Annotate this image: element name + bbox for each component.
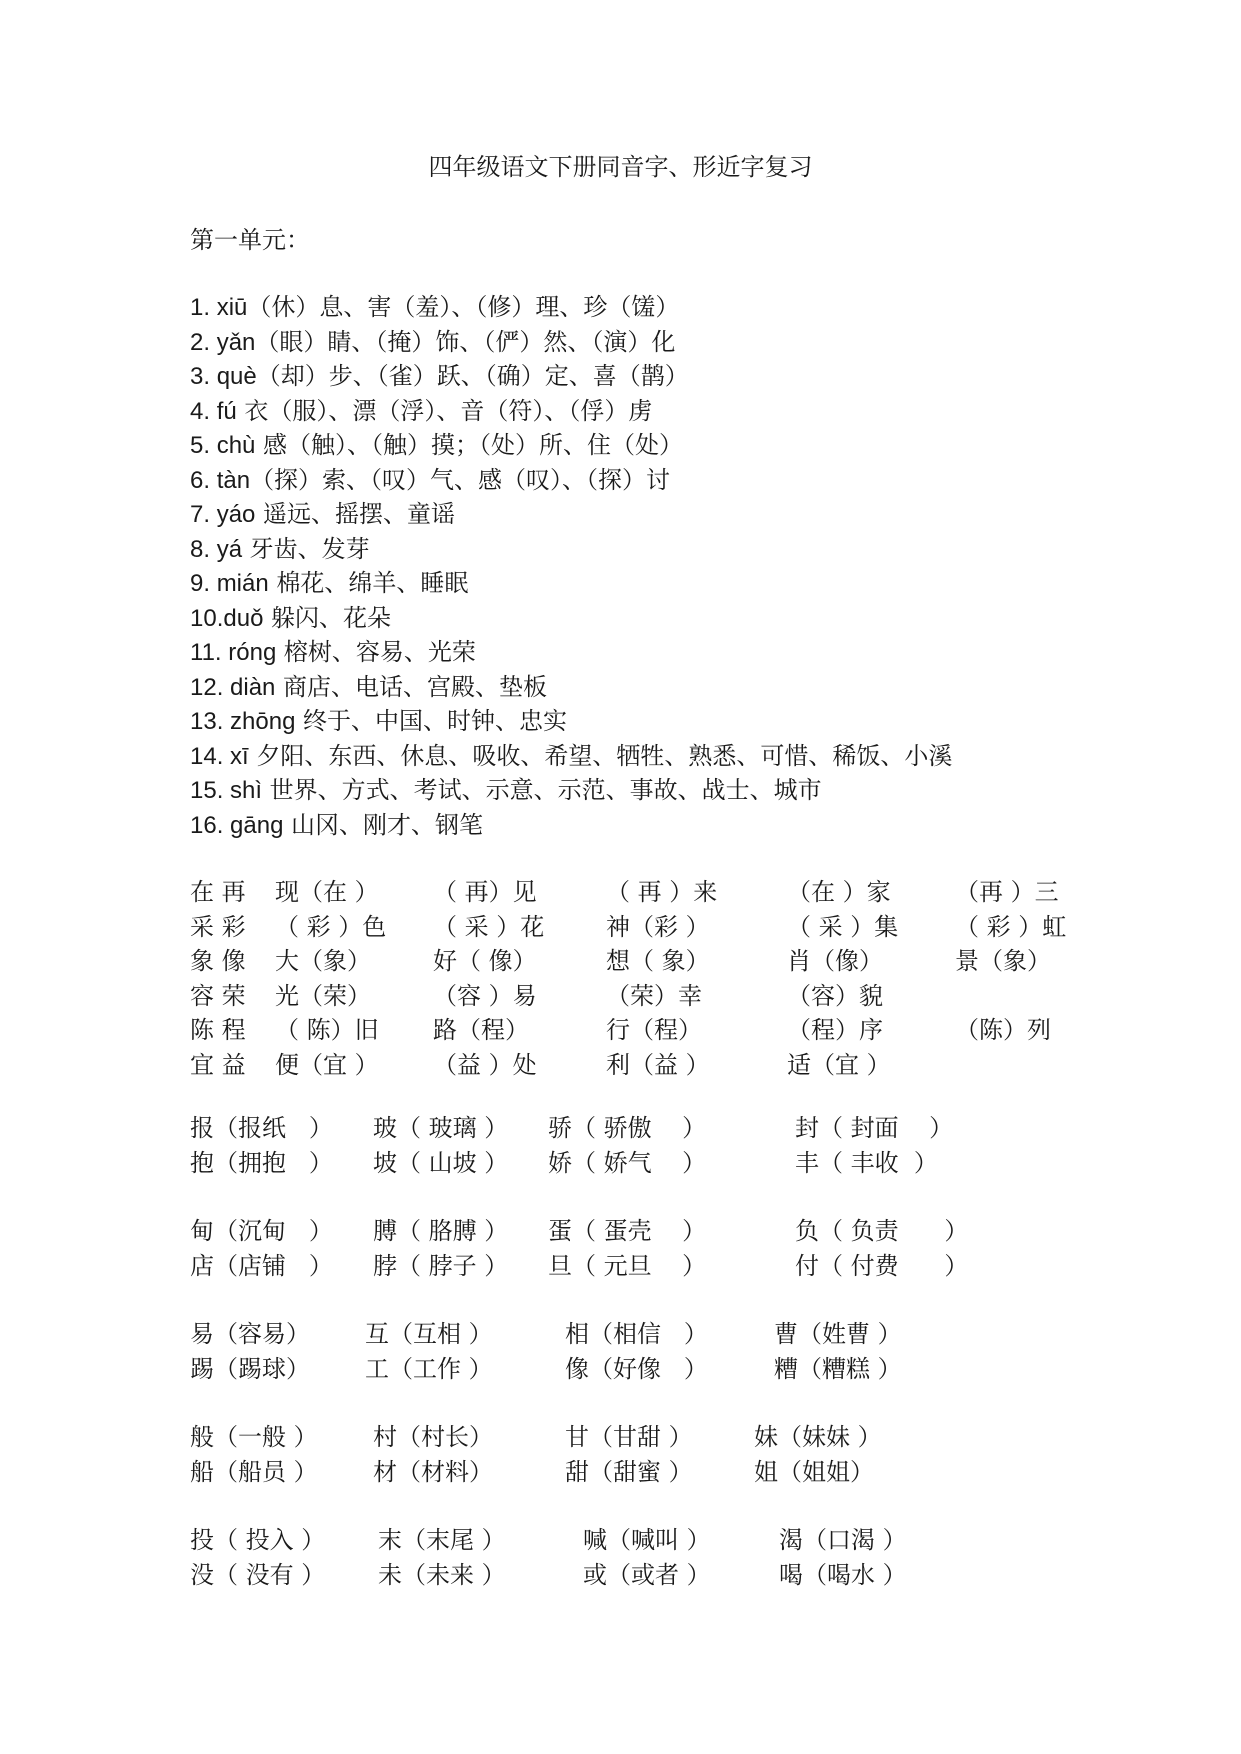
item-number: 1. xyxy=(190,294,217,321)
word-group-a xyxy=(190,875,1150,1082)
fill-in-word: 想（ 象） xyxy=(606,947,710,975)
char-pair-label: 陈 程 xyxy=(190,1016,246,1044)
list-item xyxy=(190,601,1190,636)
char-word-entry: 报（报纸 ） xyxy=(190,1114,333,1142)
word-list: 榕树、容易、光荣 xyxy=(276,638,476,666)
pinyin: diàn xyxy=(230,673,276,701)
fill-in-word: 光（荣） xyxy=(275,981,371,1010)
fill-in-word: （程）序 xyxy=(787,1016,883,1044)
fill-in-word: （容）貌 xyxy=(787,981,883,1010)
word-list: 衣（服）、漂（浮）、音（符）、（俘）虏 xyxy=(236,396,653,425)
list-item xyxy=(190,290,1190,325)
fill-in-word: 便（宜 ） xyxy=(275,1050,379,1079)
pinyin: què xyxy=(216,363,257,390)
char-pair-label: 象 像 xyxy=(190,947,246,975)
similar-char-row xyxy=(190,1317,1150,1352)
fill-in-word: 利（益 ） xyxy=(606,1050,710,1079)
pair-block-2 xyxy=(190,1214,1150,1283)
similar-char-row xyxy=(190,1249,1150,1284)
page-title: 四年级语文下册同音字、形近字复习 xyxy=(428,153,813,181)
item-number: 13. xyxy=(190,708,231,735)
word-pair-row xyxy=(190,979,1150,1014)
item-number: 12. xyxy=(190,673,231,701)
fill-in-word: 大（象） xyxy=(275,947,371,975)
fill-in-word: 景（象） xyxy=(955,947,1051,975)
item-number: 3. xyxy=(190,363,217,390)
item-number: 10. xyxy=(190,604,224,632)
fill-in-word: （在 ）家 xyxy=(787,878,891,906)
similar-char-row xyxy=(190,1111,1150,1146)
item-number: 14. xyxy=(190,742,231,770)
list-item xyxy=(190,497,1190,532)
list-item xyxy=(190,532,1190,567)
char-word-entry: 玻（ 玻璃 ） xyxy=(373,1114,509,1142)
pinyin: róng xyxy=(228,639,277,666)
char-word-entry: 互（互相 ） xyxy=(365,1320,493,1348)
list-item xyxy=(190,566,1190,601)
char-word-entry: 材（材料） xyxy=(373,1457,493,1486)
list-item xyxy=(190,325,1190,360)
word-list: 感（触）、（触）摸；（处）所、住（处） xyxy=(255,431,684,459)
fill-in-word: 行（程） xyxy=(606,1016,702,1044)
pinyin: xī xyxy=(230,742,249,770)
char-word-entry: 没（ 没有 ） xyxy=(190,1560,326,1589)
fill-in-word: （ 采 ）花 xyxy=(433,912,545,941)
fill-in-word: （荣）幸 xyxy=(606,981,702,1010)
list-item xyxy=(190,704,1190,739)
char-word-entry: 工（工作 ） xyxy=(365,1354,493,1383)
word-list: 世界、方式、考试、示意、示范、事故、战士、城市 xyxy=(262,776,822,804)
char-word-entry: 脖（ 脖子 ） xyxy=(373,1251,509,1280)
fill-in-word: （ 再）见 xyxy=(433,878,537,906)
char-word-entry: 未（未来 ） xyxy=(378,1560,506,1589)
pinyin: mián xyxy=(216,570,269,597)
char-word-entry: 甸（沉甸 ） xyxy=(190,1217,333,1245)
char-word-entry: 末（末尾 ） xyxy=(378,1526,506,1554)
fill-in-word: 好（ 像） xyxy=(433,947,537,975)
similar-char-row xyxy=(190,1146,1150,1181)
char-word-entry: 付（ 付费 ） xyxy=(795,1251,969,1280)
list-item xyxy=(190,359,1190,394)
char-word-entry: 像（好像 ） xyxy=(565,1354,708,1383)
word-list: 终于、中国、时钟、忠实 xyxy=(295,707,568,735)
list-item xyxy=(190,670,1190,705)
char-pair-label: 采 彩 xyxy=(190,912,246,941)
fill-in-word: 肖（像） xyxy=(787,947,883,975)
fill-in-word: （容 ）易 xyxy=(433,981,537,1010)
pair-block-3 xyxy=(190,1317,1150,1386)
list-item xyxy=(190,428,1190,463)
char-word-entry: 相（相信 ） xyxy=(565,1320,708,1348)
pinyin: yǎn xyxy=(216,328,256,356)
pinyin: fú xyxy=(216,397,237,425)
similar-char-row xyxy=(190,1558,1150,1593)
word-list: 棉花、绵羊、睡眠 xyxy=(268,569,469,597)
similar-char-row xyxy=(190,1214,1150,1249)
item-number: 7. xyxy=(190,501,217,528)
fill-in-word: 现（在 ） xyxy=(275,878,379,906)
char-word-entry: 店（店铺 ） xyxy=(190,1251,333,1280)
char-word-entry: 般（一般 ） xyxy=(190,1423,318,1451)
list-item xyxy=(190,635,1190,670)
fill-in-word: （再 ）三 xyxy=(955,878,1059,906)
char-word-entry: 姐（姐姐） xyxy=(754,1457,874,1486)
similar-char-row xyxy=(190,1420,1150,1455)
item-number: 8. xyxy=(190,535,217,563)
char-word-entry: 糟（糟糕 ） xyxy=(774,1354,902,1383)
item-number: 11. xyxy=(190,639,229,666)
fill-in-word: （益 ）处 xyxy=(433,1050,537,1079)
char-word-entry: 娇（ 娇气 ） xyxy=(548,1148,707,1177)
char-word-entry: 骄（ 骄傲 ） xyxy=(548,1114,707,1142)
char-word-entry: 负（ 负责 ） xyxy=(795,1217,969,1245)
char-word-entry: 旦（ 元旦 ） xyxy=(548,1251,707,1280)
pinyin: tàn xyxy=(216,466,251,494)
item-number: 9. xyxy=(190,570,217,597)
char-pair-label: 在 再 xyxy=(190,878,246,906)
char-word-entry: 抱（拥抱 ） xyxy=(190,1148,333,1177)
char-word-entry: 膊（ 胳膊 ） xyxy=(373,1217,509,1245)
word-list: （却）步、（雀）跃、（确）定、喜（鹊） xyxy=(256,362,689,390)
similar-char-row xyxy=(190,1523,1150,1558)
char-word-entry: 踢（踢球） xyxy=(190,1354,310,1383)
word-pair-row xyxy=(190,910,1150,945)
fill-in-word: （ 彩 ）色 xyxy=(275,912,387,941)
char-word-entry: 或（或者 ） xyxy=(583,1560,711,1589)
char-word-entry: 曹（姓曹 ） xyxy=(774,1320,902,1348)
word-list: 夕阳、东西、休息、吸收、希望、牺牲、熟悉、可惜、稀饭、小溪 xyxy=(248,741,953,770)
fill-in-word: （ 陈）旧 xyxy=(275,1016,379,1044)
item-number: 16. xyxy=(190,811,231,839)
list-item xyxy=(190,773,1190,808)
item-number: 5. xyxy=(190,432,217,459)
fill-in-word: 适（宜 ） xyxy=(787,1050,891,1079)
pinyin: zhōng xyxy=(230,708,296,735)
char-word-entry: 妹（妹妹 ） xyxy=(754,1423,882,1451)
word-list: 牙齿、发芽 xyxy=(242,534,370,563)
item-number: 2. xyxy=(190,328,217,356)
similar-char-row xyxy=(190,1455,1150,1490)
char-pair-label: 宜 益 xyxy=(190,1050,246,1079)
list-item xyxy=(190,394,1190,429)
similar-char-row xyxy=(190,1352,1150,1387)
char-word-entry: 村（村长） xyxy=(373,1423,493,1451)
pinyin: gāng xyxy=(230,811,284,839)
char-word-entry: 投（ 投入 ） xyxy=(190,1526,326,1554)
pinyin: chù xyxy=(216,432,256,459)
list-item xyxy=(190,463,1190,498)
word-pair-row xyxy=(190,875,1150,910)
pinyin: duǒ xyxy=(223,604,264,632)
word-list: 商店、电话、宫殿、垫板 xyxy=(275,672,548,701)
fill-in-word: （陈）列 xyxy=(955,1016,1051,1044)
word-list: 躲闪、花朵 xyxy=(263,603,392,632)
fill-in-word: （ 再 ）来 xyxy=(606,878,718,906)
fill-in-word: 神（彩 ） xyxy=(606,912,710,941)
char-word-entry: 甜（甜蜜 ） xyxy=(565,1457,693,1486)
fill-in-word: 路（程） xyxy=(433,1016,529,1044)
word-pair-row xyxy=(190,1013,1150,1048)
word-list: 遥远、摇摆、童谣 xyxy=(255,500,456,528)
pinyin: yáo xyxy=(216,501,256,528)
char-word-entry: 坡（ 山坡 ） xyxy=(373,1148,509,1177)
word-list: （眼）睛、（掩）饰、（俨）然、（演）化 xyxy=(255,327,676,356)
word-pair-row xyxy=(190,1048,1150,1083)
pinyin: shì xyxy=(230,777,263,804)
char-word-entry: 甘（甘甜 ） xyxy=(565,1423,693,1451)
pinyin: xiū xyxy=(216,294,248,321)
char-word-entry: 船（船员 ） xyxy=(190,1457,318,1486)
char-word-entry: 易（容易） xyxy=(190,1320,310,1348)
char-pair-label: 容 荣 xyxy=(190,981,246,1010)
list-item xyxy=(190,808,1190,843)
char-word-entry: 喊（喊叫 ） xyxy=(583,1526,711,1554)
word-pair-row xyxy=(190,944,1150,979)
item-number: 6. xyxy=(190,466,217,494)
char-word-entry: 蛋（ 蛋壳 ） xyxy=(548,1217,707,1245)
char-word-entry: 丰（ 丰收 ） xyxy=(795,1148,938,1177)
list-item xyxy=(190,739,1190,774)
pair-block-1 xyxy=(190,1111,1150,1180)
char-word-entry: 渴（口渴 ） xyxy=(779,1526,907,1554)
item-number: 4. xyxy=(190,397,217,425)
word-list: 山冈、刚才、钢笔 xyxy=(283,810,484,839)
pair-block-5 xyxy=(190,1523,1150,1592)
word-list: （探）索、（叹）气、感（叹）、（探）讨 xyxy=(250,465,671,494)
homophone-list xyxy=(190,290,1190,842)
word-list: （休）息、害（羞）、（修）理、珍（馐） xyxy=(247,293,680,321)
char-word-entry: 喝（喝水 ） xyxy=(779,1560,907,1589)
item-number: 15. xyxy=(190,777,231,804)
pinyin: yá xyxy=(216,535,243,563)
fill-in-word: （ 采 ）集 xyxy=(787,912,899,941)
fill-in-word: （ 彩 ）虹 xyxy=(955,912,1067,941)
pair-block-4 xyxy=(190,1420,1150,1489)
char-word-entry: 封（ 封面 ） xyxy=(795,1114,954,1142)
unit-heading: 第一单元： xyxy=(190,226,310,254)
